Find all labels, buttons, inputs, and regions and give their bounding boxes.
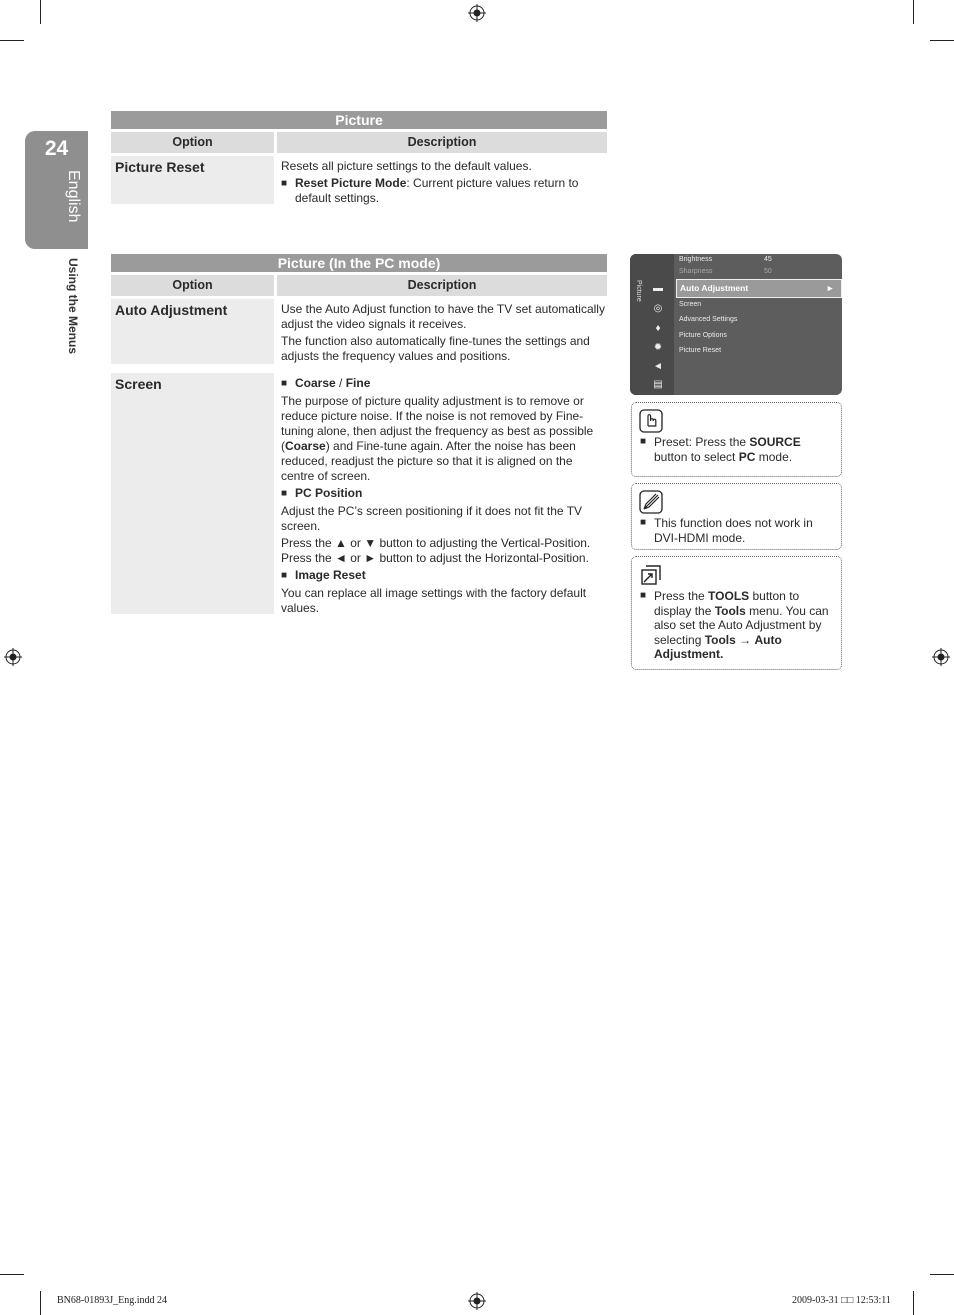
text-part: button to display the [654, 589, 800, 618]
text-bold: Tools [714, 603, 746, 618]
registration-mark-icon [468, 1292, 486, 1310]
description-text [281, 394, 607, 484]
input-icon: ◄ [653, 361, 663, 372]
setup-icon: ✹ [653, 342, 663, 353]
crop-mark [913, 0, 914, 24]
note-pencil-icon [639, 490, 663, 514]
text-part: menu. You can also set the Auto Adjustment by selecting [654, 603, 829, 647]
option-cell: Auto Adjustment [111, 299, 274, 364]
description-text: Press the ▲ or ▼ button to adjusting the Vertical-Position. Press the ◄ or ► button to adjust the Horizontal-Position. [281, 536, 591, 565]
option-cell: Picture Reset [111, 156, 274, 204]
text-part: Press the [654, 589, 709, 603]
crop-mark [930, 1274, 954, 1275]
note-dvi-hdmi [631, 483, 842, 550]
bullet-square-icon [640, 516, 654, 545]
bullet-text: / [335, 376, 346, 390]
bullet-bold: Image Reset [295, 568, 366, 582]
bullet-item [281, 568, 607, 583]
text-part: ) and Fine-tune again. After the noise has been reduced, readjust the picture so that it is aligned on the centre of screen. [281, 439, 576, 483]
menu-item-brightness: Brightness [679, 256, 713, 263]
bullet-item [281, 176, 607, 206]
menu-side-label: Picture [635, 280, 642, 302]
header-description: Description [277, 132, 607, 153]
bullet-square-icon [281, 176, 295, 206]
header-description: Description [277, 275, 607, 296]
crop-mark [40, 0, 41, 24]
text-bold: Auto Adjustment. [654, 632, 782, 661]
brightness-value: 45 [764, 256, 772, 263]
table-row [111, 373, 607, 622]
registration-mark-icon [932, 648, 950, 666]
bullet-square-icon [640, 435, 654, 464]
text-part: mode. [755, 449, 793, 464]
picture-table [111, 111, 607, 210]
text-bold: SOURCE [749, 435, 801, 449]
note-text [640, 516, 836, 545]
menu-item-picture-options[interactable]: Picture Options [679, 332, 727, 339]
sound-icon: ◎ [653, 303, 663, 314]
header-option: Option [111, 132, 274, 153]
hand-pointer-icon [639, 409, 663, 433]
bullet-item [281, 486, 607, 501]
application-icon: ▤ [653, 379, 663, 390]
crop-mark [913, 1291, 914, 1315]
description-cell [277, 373, 607, 622]
bullet-square-icon [640, 589, 654, 662]
text-part: The purpose of picture quality adjustment is to remove or reduce picture noise. If the noise is not removed by Fine-tuning alone, then adjust the frequency as best as possible ( [281, 394, 594, 453]
selected-label: Auto Adjustment [680, 283, 749, 293]
text-part: This function does not work in DVI-HDMI mode. [654, 516, 813, 545]
bullet-square-icon [281, 568, 295, 583]
crop-mark [930, 40, 954, 41]
menu-item-picture-reset[interactable]: Picture Reset [679, 347, 722, 354]
description-text: Resets all picture settings to the default values. [281, 159, 532, 173]
channel-icon: ♦ [655, 323, 661, 334]
menu-item-auto-adjustment[interactable] [676, 279, 842, 298]
description-text: Use the Auto Adjust function to have the TV set automatically adjust the video signals it receives. [281, 302, 605, 331]
registration-mark-icon [4, 648, 22, 666]
note-text [640, 589, 836, 662]
menu-item-advanced-settings[interactable]: Advanced Settings [679, 316, 738, 323]
bullet-bold: Coarse [295, 376, 336, 390]
table-header [111, 132, 607, 153]
text-bold: Tools [704, 632, 736, 647]
text-part: → [735, 632, 755, 647]
picture-icon: ▬ [653, 283, 663, 294]
picture-pc-table [111, 254, 607, 622]
bullet-bold: Reset Picture Mode [295, 176, 407, 190]
footer-file: BN68-01893J_Eng.indd 24 [57, 1295, 167, 1306]
menu-item-sharpness: Sharpness [679, 268, 713, 275]
description-cell [277, 299, 607, 370]
page-number: 24 [44, 137, 69, 160]
description-cell [277, 156, 607, 210]
bullet-text: : Current picture values return to default settings. [295, 176, 579, 205]
registration-mark-icon [468, 4, 486, 22]
text-bold: TOOLS [708, 589, 750, 603]
menu-item-screen[interactable]: Screen [679, 301, 702, 308]
crop-mark [0, 40, 24, 41]
section-label: Using the Menus [66, 258, 80, 355]
bullet-bold: PC Position [295, 486, 363, 500]
footer-date: 2009-03-31 □□ 12:53:11 [792, 1295, 891, 1306]
text-part: Preset: Press the [654, 435, 750, 449]
header-option: Option [111, 275, 274, 296]
note-tools [631, 556, 842, 670]
table-header [111, 275, 607, 296]
description-text: Adjust the PC’s screen positioning if it does not fit the TV screen. [281, 504, 583, 533]
note-text [640, 435, 836, 464]
tools-shortcut-icon [639, 563, 663, 587]
table-row [111, 299, 607, 370]
table-title: Picture (In the PC mode) [111, 254, 607, 272]
table-row [111, 156, 607, 210]
bullet-bold: Fine [345, 376, 371, 390]
sharpness-value: 50 [764, 268, 772, 275]
text-part: button to select [654, 449, 739, 464]
description-text: You can replace all image settings with the factory default values. [281, 586, 587, 615]
table-title: Picture [111, 111, 607, 129]
text-bold: PC [738, 449, 756, 464]
bullet-square-icon [281, 486, 295, 501]
crop-mark [0, 1274, 24, 1275]
text-bold: Coarse [285, 439, 326, 453]
bullet-item [281, 376, 607, 391]
bullet-square-icon [281, 376, 295, 391]
language-label: English [65, 170, 82, 223]
tv-menu-screenshot [630, 254, 842, 395]
description-text: The function also automatically fine-tunes the settings and adjusts the frequency values and positions. [281, 334, 590, 363]
arrow-right-icon: ► [826, 283, 835, 293]
crop-mark [40, 1291, 41, 1315]
note-preset [631, 402, 842, 477]
option-cell: Screen [111, 373, 274, 614]
